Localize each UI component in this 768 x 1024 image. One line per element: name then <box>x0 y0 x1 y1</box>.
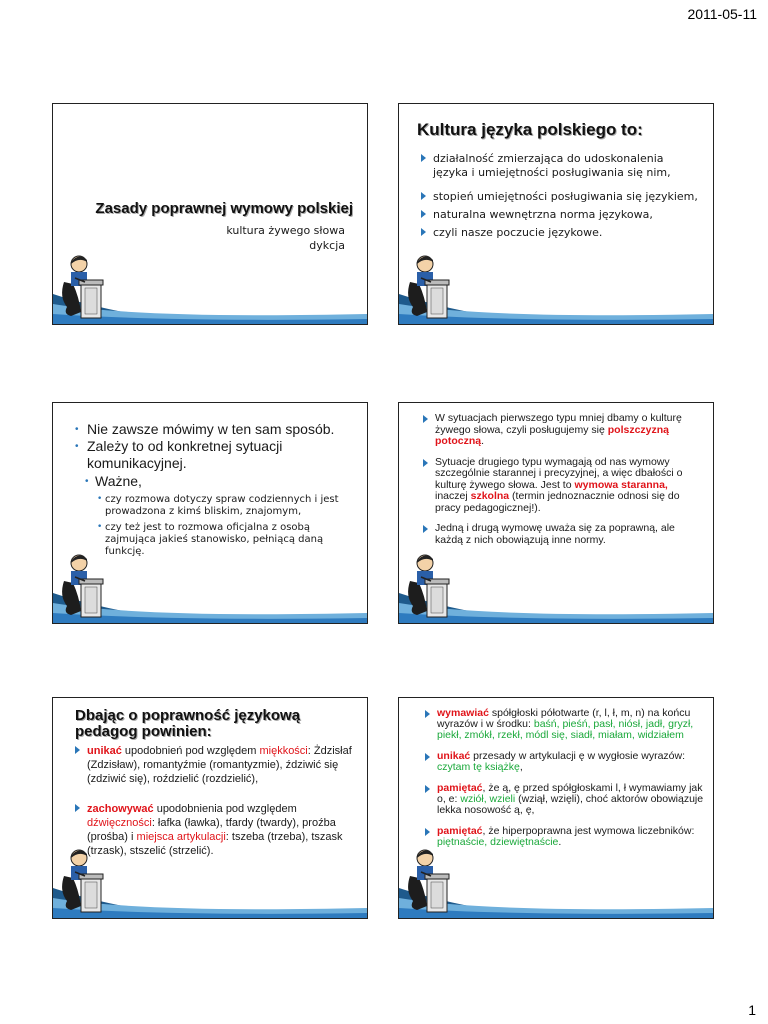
speaker-clipart-icon <box>59 252 109 322</box>
list-item: unikać przesady w artykulacji ę w wygłosie wyrazów: czytam tę książkę, <box>425 751 707 773</box>
list-item: działalność zmierzająca do udoskonalenia języka i umiejętności posługiwania się nim, <box>421 152 701 180</box>
slide-5-list <box>75 744 363 874</box>
bullet-arrow-icon <box>423 525 428 533</box>
list-item: W sytuacjach pierwszego typu mniej dbamy o kulturę żywego słowa, czyli posługujemy się polszczyzną potoczną. <box>423 413 703 448</box>
speaker-clipart-icon <box>59 551 109 621</box>
bullet-dot-icon: • <box>97 494 103 504</box>
list-item: stopień umiejętności posługiwania się językiem, <box>421 190 701 204</box>
slide-1 <box>52 103 368 325</box>
bullet-arrow-icon <box>421 192 426 200</box>
list-item: unikać upodobnień pod względem miękkości: Żdzisłaf (Zdzisław), romantyźmie (romantyzmie), ździwić się (zdziwić się), roździelić (rozdzielić), <box>75 744 363 786</box>
list-item: • Nie zawsze mówimy w ten sam sposób. <box>75 421 335 437</box>
list-item: • Ważne, <box>85 473 142 489</box>
bullet-arrow-icon <box>425 828 430 836</box>
slide-1-subtitle-2: dykcja <box>309 239 345 252</box>
list-item: • Zależy to od konkretnej sytuacji komunikacyjnej. <box>75 438 283 471</box>
slide-1-title: Zasady poprawnej wymowy polskiej <box>95 200 353 217</box>
speaker-clipart-icon <box>59 846 109 916</box>
bullet-arrow-icon <box>75 804 80 812</box>
list-item: pamiętać, że ą, ę przed spółgłoskami l, ł wymawiamy jak o, e: wziół, wzieli (wziął, wzięli), choć aktorów obowiązuje lekka nosowość ą, ę, <box>425 783 707 816</box>
slide-2-title: Kultura języka polskiego to: <box>417 120 643 139</box>
bullet-arrow-icon <box>425 785 430 793</box>
list-item: wymawiać spółgłoski półotwarte (r, l, ł, m, n) na końcu wyrazów i w środku: baśń, pieśń, pasł, niósł, jadł, gryzł, piekł, zmókł, rzekł, módl się, siadł, miałam, widziałem <box>425 708 707 741</box>
bullet-dot-icon: • <box>97 522 103 532</box>
slide-3 <box>52 402 368 624</box>
page-number: 1 <box>748 1002 756 1018</box>
speaker-clipart-icon <box>405 551 455 621</box>
speaker-clipart-icon <box>405 846 455 916</box>
speaker-clipart-icon <box>405 252 455 322</box>
bullet-dot-icon: • <box>75 424 79 435</box>
slide-1-subtitle-1: kultura żywego słowa <box>226 224 345 237</box>
bullet-arrow-icon <box>423 415 428 423</box>
slide-4-list <box>423 413 703 555</box>
page-date: 2011-05-11 <box>687 6 757 22</box>
list-item: czyli nasze poczucie językowe. <box>421 226 701 240</box>
slide-5 <box>52 697 368 919</box>
list-item: pamiętać, że hiperpoprawna jest wymowa liczebników: piętnaście, dziewiętnaście. <box>425 826 707 848</box>
slide-4 <box>398 402 714 624</box>
bullet-dot-icon: • <box>75 441 79 452</box>
bullet-arrow-icon <box>425 710 430 718</box>
slide-6-list <box>425 708 707 858</box>
bullet-arrow-icon <box>425 753 430 761</box>
list-item: Jedną i drugą wymowę uważa się za poprawną, ale każdą z nich obowiązują inne normy. <box>423 523 703 546</box>
slide-3-content <box>75 421 360 558</box>
bullet-dot-icon: • <box>85 476 89 487</box>
slide-5-title: Dbając o poprawność językową pedagog powinien: <box>75 707 301 740</box>
list-item: • czy też jest to rozmowa oficjalna z osobą zajmująca jakieś stanowisko, pełniącą daną funkcję. <box>97 522 324 557</box>
slide-2 <box>398 103 714 325</box>
slide-6 <box>398 697 714 919</box>
bullet-arrow-icon <box>421 154 426 162</box>
bullet-arrow-icon <box>421 210 426 218</box>
list-item: naturalna wewnętrzna norma językowa, <box>421 208 701 222</box>
slide-2-list <box>421 152 701 244</box>
list-item: zachowywać upodobnienia pod względem dźwięczności: łafka (ławka), tfardy (twardy), proźba (prośba) i miejsca artykulacji: tszeba (trzeba), tszask (trzask), stszelić (strzelić). <box>75 802 363 858</box>
list-item: Sytuacje drugiego typu wymagają od nas wymowy szczególnie starannej i precyzyjnej, a więc dbałości o kulturę żywego słowa. Jest to wymowa staranna, inaczej szkolna (termin jednoznacznie odnosi się do pracy pedagogicznej!). <box>423 457 703 515</box>
bullet-arrow-icon <box>421 228 426 236</box>
bullet-arrow-icon <box>75 746 80 754</box>
bullet-arrow-icon <box>423 459 428 467</box>
list-item: • czy rozmowa dotyczy spraw codziennych i jest prowadzona z kimś bliskim, znajomym, <box>97 494 339 517</box>
